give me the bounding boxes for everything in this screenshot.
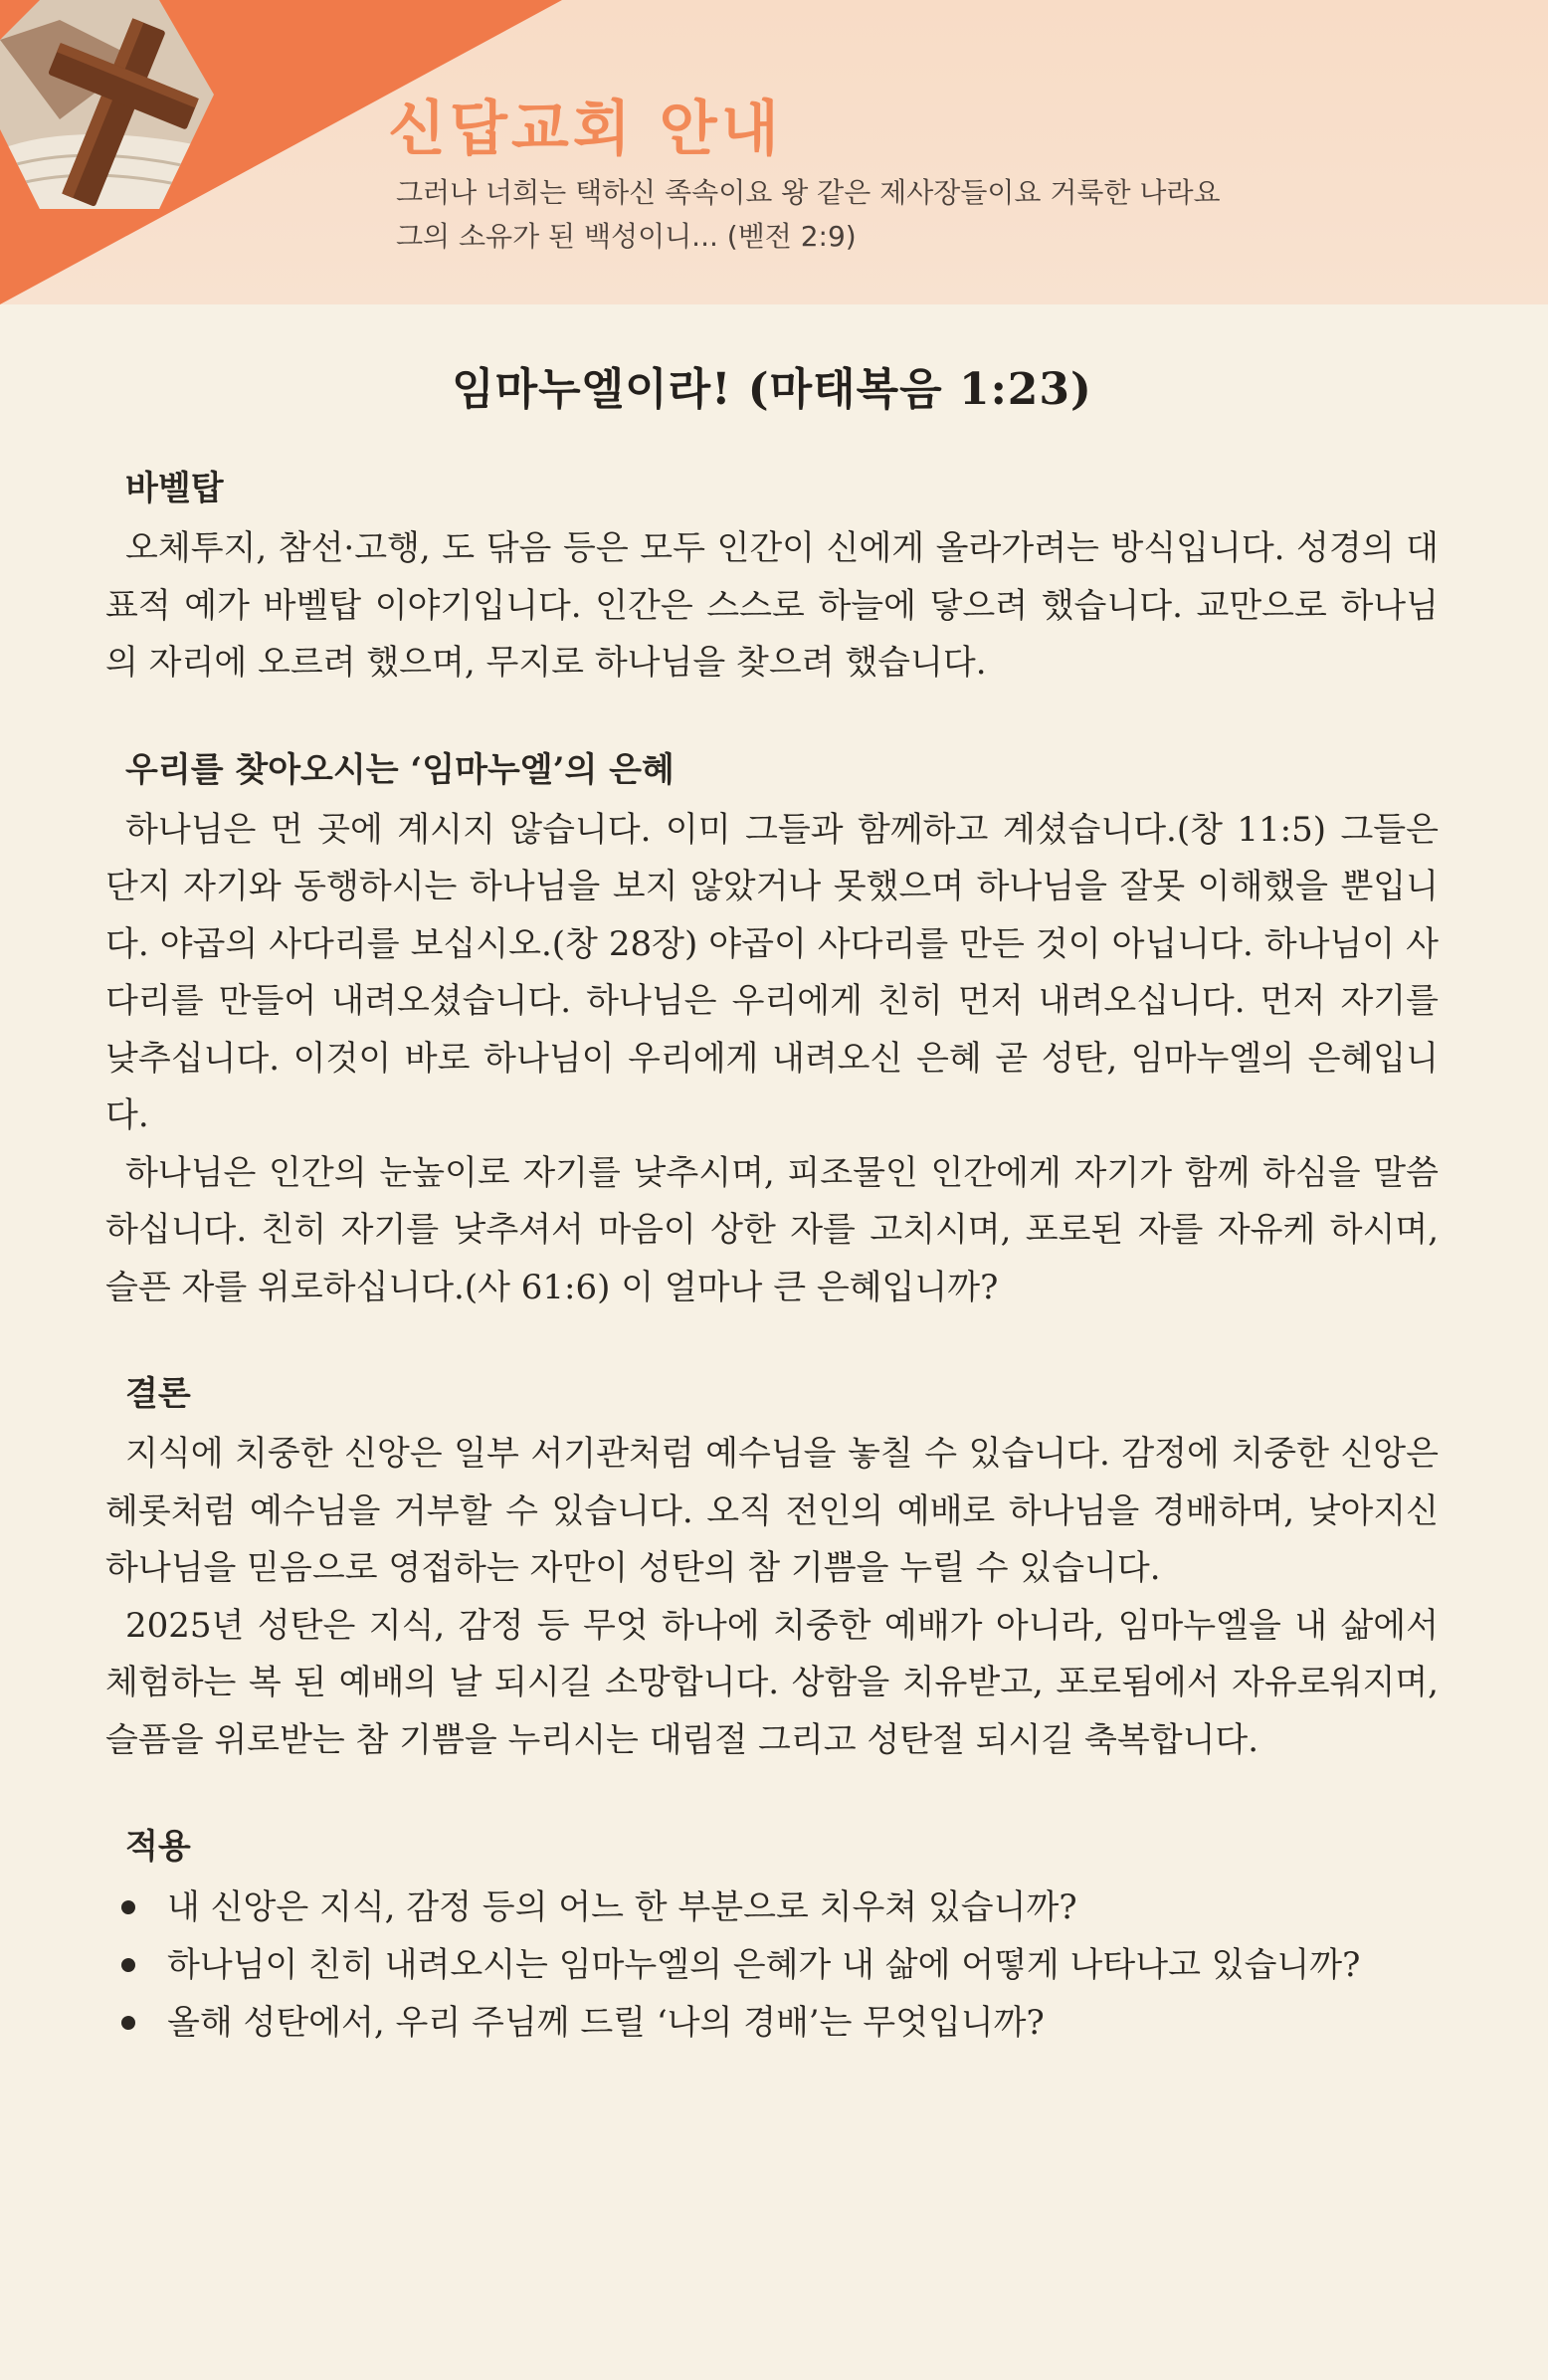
sermon-title: 임마누엘이라! (마태복음 1:23) (452, 364, 1092, 415)
header-verse (396, 171, 1391, 259)
application-list (105, 1879, 1439, 2052)
section-immanuel-grace (105, 746, 1439, 1317)
header-band (0, 0, 1548, 304)
section-application (105, 1823, 1439, 2052)
church-guide-title: 신답교회 안내 (388, 95, 783, 164)
section-heading: 적용 (125, 1827, 191, 1867)
paragraph: 오체투지, 참선·고행, 도 닦음 등은 모두 인간이 신에게 올라가려는 방식입니다. 성경의 대표적 예가 바벨탑 이야기입니다. 인간은 스스로 하늘에 닿으려 했습니다. 교만으로 하나님의 자리에 오르려 했으며, 무지로 하나님을 찾으려 했습니다. (105, 528, 1439, 683)
paragraph: 하나님은 인간의 눈높이로 자기를 낮추시며, 피조물인 인간에게 자기가 함께 하심을 말씀하십니다. 친히 자기를 낮추셔서 마음이 상한 자를 고치시며, 포로된 자를 자유케 하시며, 슬픈 자를 위로하십니다.(사 61:6) 이 얼마나 큰 은혜입니까? (105, 1152, 1439, 1307)
paragraph: 2025년 성탄은 지식, 감정 등 무엇 하나에 치중한 예배가 아니라, 임마누엘을 내 삶에서 체험하는 복 된 예배의 날 되시길 소망합니다. 상함을 치유받고, 포로됨에서 자유로워지며, 슬픔을 위로받는 참 기쁨을 누리시는 대림절 그리고 성탄절 되시길 축복합니다. (105, 1605, 1439, 1760)
list-item-text: 하나님이 친히 내려오시는 임마누엘의 은혜가 내 삶에 어떻게 나타나고 있습니까? (167, 1945, 1361, 1985)
list-item (117, 1994, 1439, 2052)
bullet-icon (121, 2016, 135, 2030)
bullet-icon (121, 1900, 135, 1914)
list-item (117, 1936, 1439, 1994)
cross-icon (0, 0, 239, 239)
list-item-text: 내 신앙은 지식, 감정 등의 어느 한 부분으로 치우쳐 있습니까? (167, 1887, 1077, 1927)
sermon-article (105, 353, 1439, 2105)
section-heading: 결론 (125, 1374, 191, 1414)
paragraph: 지식에 치중한 신앙은 일부 서기관처럼 예수님을 놓칠 수 있습니다. 감정에 치중한 신앙은 헤롯처럼 예수님을 거부할 수 있습니다. 오직 전인의 예배로 하나님을 경배하며, 낮아지신 하나님을 믿음으로 영접하는 자만이 성탄의 참 기쁨을 누릴 수 있습니다. (105, 1434, 1439, 1588)
section-heading: 우리를 찾아오시는 ‘임마누엘’의 은혜 (125, 749, 675, 790)
list-item-text: 올해 성탄에서, 우리 주님께 드릴 ‘나의 경배’는 무엇입니까? (167, 2003, 1045, 2043)
verse-line-1: 그러나 너희는 택하신 족속이요 왕 같은 제사장들이요 거룩한 나라요 (396, 176, 1221, 209)
section-babel (105, 465, 1439, 693)
paragraph: 하나님은 먼 곳에 계시지 않습니다. 이미 그들과 함께하고 계셨습니다.(창 11:5) 그들은 단지 자기와 동행하시는 하나님을 보지 않았거나 못했으며 하나님을 잘못 이해했을 뿐입니다. 야곱의 사다리를 보십시오.(창 28장) 야곱이 사다리를 만든 것이 아닙니다. 하나님이 사다리를 만들어 내려오셨습니다. 하나님은 우리에게 친히 먼저 내려오십니다. 먼저 자기를 낮추십니다. 이것이 바로 하나님이 우리에게 내려오신 은혜 곧 성탄, 임마누엘의 은혜입니다. (105, 809, 1439, 1135)
list-item (117, 1879, 1439, 1936)
section-conclusion (105, 1370, 1439, 1769)
verse-line-2: 그의 소유가 된 백성이니... (벧전 2:9) (396, 220, 857, 253)
section-heading: 바벨탑 (125, 469, 224, 508)
bullet-icon (121, 1958, 135, 1972)
